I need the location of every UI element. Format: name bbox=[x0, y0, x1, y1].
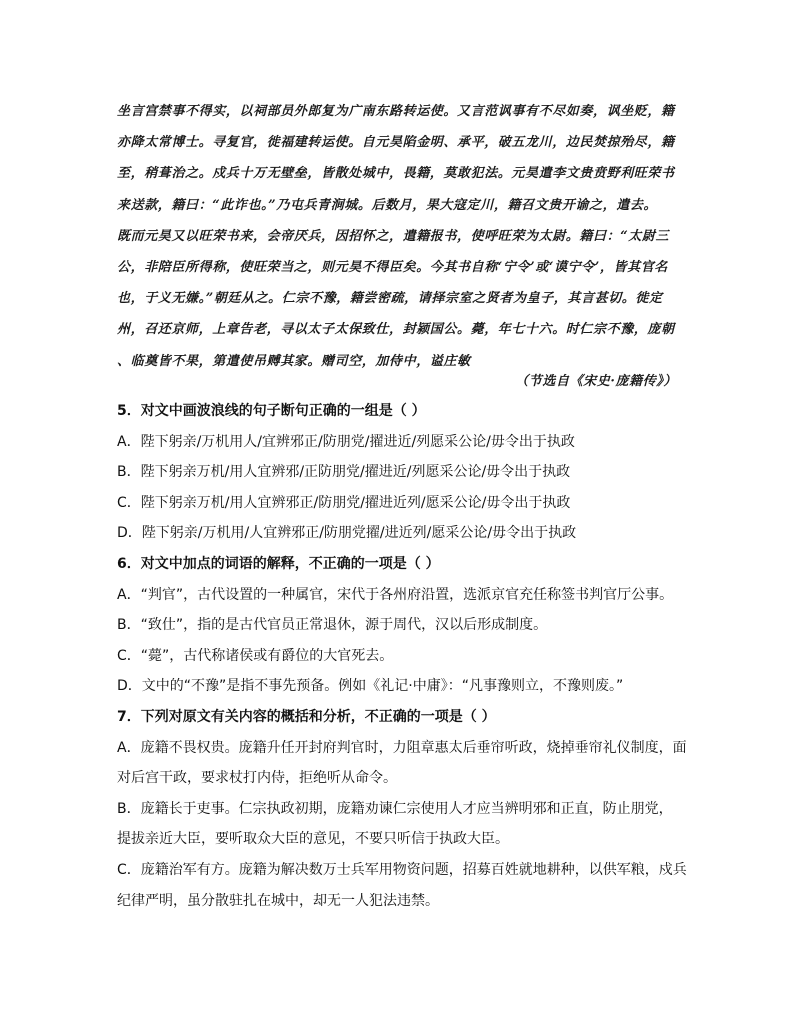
question-7-stem: 7．下列对原文有关内容的概括和分析，不正确的一项是（ ） bbox=[117, 708, 496, 725]
question-5-option-a: A．陛下躬亲/万机用人/宜辨邪正/防朋党/擢进近/列愿采公论/毋令出于执政 bbox=[117, 433, 575, 450]
passage-line: 、临奠皆不果，第遣使吊赙其家。赠司空，加侍中，谥庄敏 bbox=[117, 353, 471, 369]
question-7-option-c-cont: 纪律严明，虽分散驻扎在城中，却无一人犯法违禁。 bbox=[117, 892, 439, 909]
question-7-option-b-cont: 提拔亲近大臣，要听取众大臣的意见，不要只听信于执政大臣。 bbox=[117, 831, 509, 848]
passage-line: 至，稍葺治之。戍兵十万无壁垒，皆散处城中，畏籍，莫敢犯法。元昊遣李文贵贲野利旺荣书 bbox=[117, 166, 675, 182]
question-5-stem: 5．对文中画波浪线的句子断句正确的一组是（ ） bbox=[117, 403, 426, 419]
passage-line: 州，召还京师，上章告老，寻以太子太保致仕，封颍国公。薨，年七十六。时仁宗不豫，庞朝 bbox=[117, 322, 675, 338]
question-5-option-b: B．陛下躬亲万机/用人宜辨邪/正防朋党/擢进近/列愿采公论/毋令出于执政 bbox=[117, 464, 571, 481]
question-7-option-b: B．庞籍长于吏事。仁宗执政初期，庞籍劝谏仁宗使用人才应当辨明邪和正直，防止朋党， bbox=[117, 800, 673, 817]
passage-line: 坐言宫禁事不得实，以祠部员外郎复为广南东路转运使。又言范讽事有不尽如奏，讽坐贬，籍 bbox=[117, 104, 675, 119]
question-6-option-d: D．文中的“不豫”是指不事先预备。例如《礼记·中庸》：“凡事豫则立，不豫则废。” bbox=[117, 678, 624, 695]
passage-line: 来送款，籍曰：“此诈也。”乃屯兵青涧城。后数月，果大寇定川，籍召文贵开谕之，遣去。 bbox=[117, 197, 658, 213]
classical-passage bbox=[117, 96, 677, 377]
passage-source: （节选自《宋史·庞籍传》） bbox=[515, 374, 677, 389]
question-list bbox=[117, 396, 687, 916]
question-5-option-c: C．陛下躬亲万机/用人宜辨邪正/防朋党/擢进近列/愿采公论/毋令出于执政 bbox=[117, 494, 571, 511]
question-7-option-c: C．庞籍治军有方。庞籍为解决数万士兵军用物资问题，招募百姓就地耕种，以供军粮，戍兵 bbox=[117, 861, 687, 878]
question-6-stem: 6．对文中加点的词语的解释，不正确的一项是（ ） bbox=[117, 555, 440, 572]
question-6-option-a: A．“判官”，古代设置的一种属官，宋代于各州府沿置，选派京官充任称签书判官厅公事。 bbox=[117, 586, 674, 603]
passage-line: 既而元昊又以旺荣书来，会帝厌兵，因招怀之，遣籍报书，使呼旺荣为太尉。籍曰：“太尉三 bbox=[117, 228, 670, 244]
passage-line: 亦降太常博士。寻复官，徙福建转运使。自元昊陷金明、承平，破五龙川，边民焚掠殆尽，籍 bbox=[117, 135, 675, 151]
question-6-option-b: B．“致仕”，指的是古代官员正常退休，源于周代，汉以后形成制度。 bbox=[117, 617, 548, 634]
question-7-option-a-cont: 对后宫干政，要求杖打内侍，拒绝听从命令。 bbox=[117, 770, 397, 787]
question-7-option-a: A．庞籍不畏权贵。庞籍升任开封府判官时，力阻章惠太后垂帘听政，烧掉垂帘礼仪制度，面 bbox=[117, 739, 687, 756]
question-6-option-c: C．“薨”，古代称诸侯或有爵位的大官死去。 bbox=[117, 647, 394, 664]
passage-line: 也，于义无嫌。”朝廷从之。仁宗不豫，籍尝密疏，请择宗室之贤者为皇子，其言甚切。徙定 bbox=[117, 291, 663, 307]
question-5-option-d: D．陛下躬亲/万机用/人宜辨邪正/防朋党擢/进近列/愿采公论/毋令出于执政 bbox=[117, 525, 577, 542]
passage-line: 公，非陪臣所得称，使旺荣当之，则元昊不得臣矣。今其书自称‘宁令’或‘谟宁令’，皆其官名 bbox=[117, 259, 668, 275]
